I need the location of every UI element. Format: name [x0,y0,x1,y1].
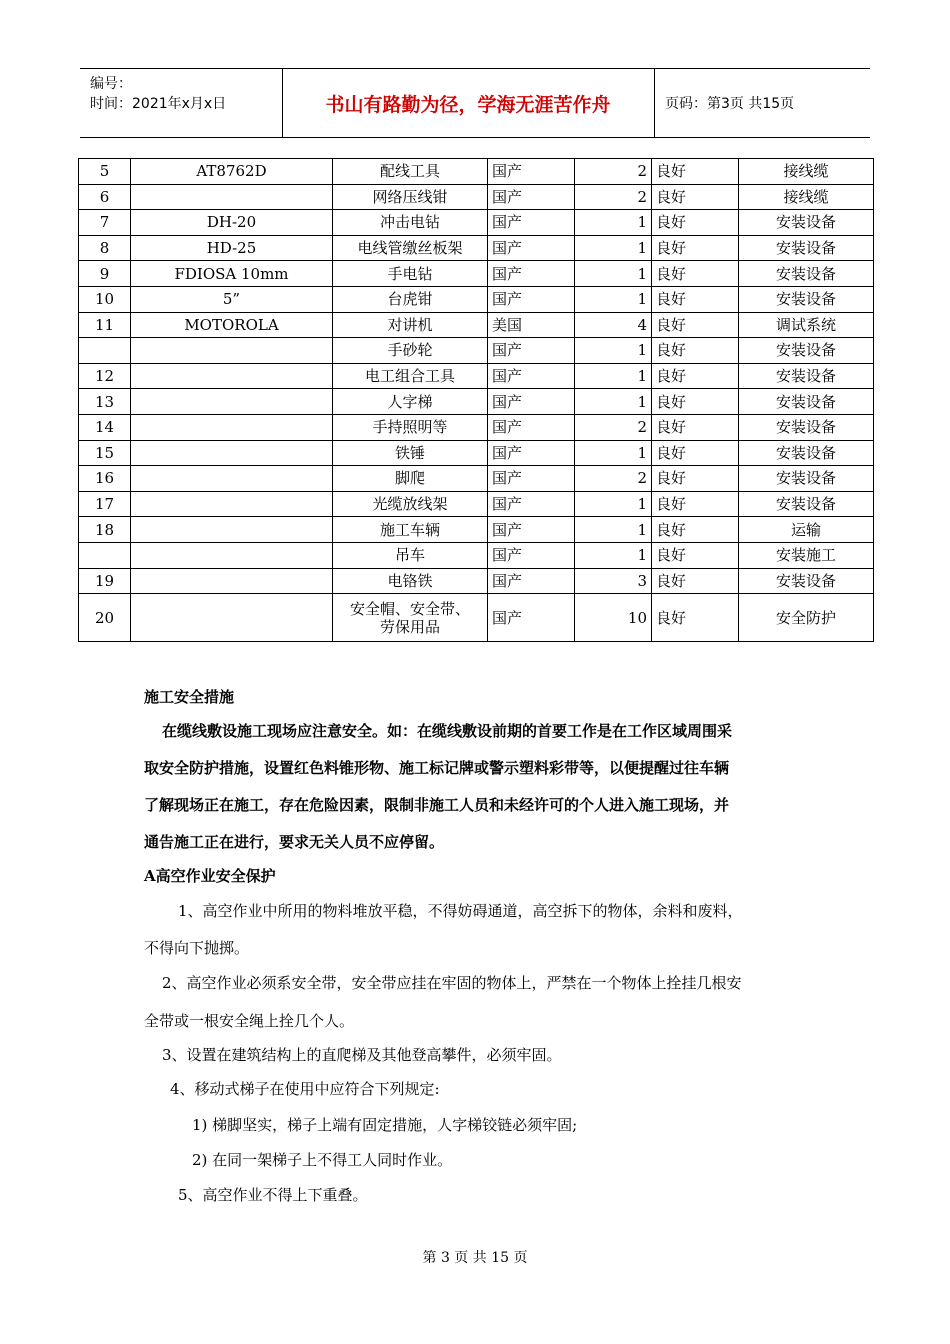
cell-model [131,414,333,440]
cell-number [79,542,131,568]
cell-usage: 安装设备 [739,363,874,389]
cell-model: DH-20 [131,210,333,236]
cell-equipment-name: 电铬铁 [333,568,488,594]
cell-number: 18 [79,517,131,543]
cell-origin: 国产 [488,261,575,287]
cell-usage: 安装施工 [739,542,874,568]
cell-origin: 国产 [488,210,575,236]
cell-equipment-name: 铁锤 [333,440,488,466]
table-row [79,466,874,492]
cell-equipment-name: 电工组合工具 [333,363,488,389]
cell-number: 8 [79,235,131,261]
table-row [79,389,874,415]
cell-origin: 国产 [488,440,575,466]
cell-model: AT8762D [131,159,333,185]
table-row [79,261,874,287]
cell-origin: 国产 [488,414,575,440]
cell-origin: 国产 [488,594,575,642]
cell-status: 良好 [652,261,739,287]
cell-model: MOTOROLA [131,312,333,338]
cell-origin: 国产 [488,389,575,415]
cell-usage: 运输 [739,517,874,543]
header-motto: 书山有路勤为径，学海无涯苦作舟 [282,69,655,137]
cell-model [131,184,333,210]
equipment-table [78,158,874,642]
cell-number: 10 [79,286,131,312]
cell-usage: 安装设备 [739,210,874,236]
table-row [79,414,874,440]
cell-usage: 安全防护 [739,594,874,642]
cell-origin: 国产 [488,286,575,312]
cell-model [131,542,333,568]
cell-origin: 国产 [488,363,575,389]
cell-status: 良好 [652,466,739,492]
cell-model: FDIOSA 10mm [131,261,333,287]
cell-origin: 国产 [488,491,575,517]
cell-usage: 接线缆 [739,184,874,210]
cell-status: 良好 [652,594,739,642]
cell-equipment-name: 网络压线钳 [333,184,488,210]
cell-origin: 国产 [488,159,575,185]
cell-quantity: 1 [575,338,652,364]
cell-equipment-name: 台虎钳 [333,286,488,312]
cell-equipment-name: 冲击电钻 [333,210,488,236]
cell-quantity: 1 [575,389,652,415]
intro-line: 取安全防护措施，设置红色料锥形物、施工标记牌或警示塑料彩带等，以便提醒过往车辆 [144,759,730,777]
table-row [79,568,874,594]
cell-number: 7 [79,210,131,236]
cell-quantity: 2 [575,184,652,210]
cell-equipment-name: 光缆放线架 [333,491,488,517]
cell-quantity: 1 [575,210,652,236]
cell-model [131,594,333,642]
cell-model [131,466,333,492]
cell-quantity: 1 [575,517,652,543]
table-row [79,440,874,466]
rule-item: 5、高空作业不得上下重叠。 [178,1186,368,1204]
cell-quantity: 3 [575,568,652,594]
table-row [79,184,874,210]
cell-usage: 安装设备 [739,286,874,312]
cell-status: 良好 [652,389,739,415]
cell-usage: 安装设备 [739,338,874,364]
cell-model [131,491,333,517]
cell-equipment-name: 吊车 [333,542,488,568]
table-row [79,517,874,543]
cell-origin: 国产 [488,184,575,210]
cell-quantity: 1 [575,491,652,517]
cell-status: 良好 [652,184,739,210]
header-page-label: 页码：第3页 共15页 [665,96,795,112]
cell-model [131,440,333,466]
number-label: 编号： [90,76,132,92]
cell-number: 19 [79,568,131,594]
cell-number: 6 [79,184,131,210]
page-header [80,68,870,138]
rule-item: 不得向下抛掷。 [144,939,250,957]
cell-number: 13 [79,389,131,415]
cell-number: 12 [79,363,131,389]
intro-line: 了解现场正在施工，存在危险因素，限制非施工人员和未经许可的个人进入施工现场，并 [144,796,730,814]
cell-equipment-name: 脚爬 [333,466,488,492]
table-row [79,542,874,568]
rule-subitem: 2) 在同一架梯子上不得工人同时作业。 [192,1151,453,1169]
cell-equipment-name: 手砂轮 [333,338,488,364]
cell-origin: 国产 [488,235,575,261]
cell-number: 14 [79,414,131,440]
cell-usage: 安装设备 [739,414,874,440]
cell-status: 良好 [652,338,739,364]
cell-status: 良好 [652,517,739,543]
cell-quantity: 4 [575,312,652,338]
cell-equipment-name: 人字梯 [333,389,488,415]
subsection-title: A高空作业安全保护 [144,867,276,885]
cell-number: 15 [79,440,131,466]
cell-quantity: 1 [575,286,652,312]
cell-equipment-name: 安全帽、安全带、 劳保用品 [333,594,488,642]
cell-quantity: 2 [575,159,652,185]
header-meta [80,69,283,137]
cell-origin: 国产 [488,338,575,364]
cell-status: 良好 [652,568,739,594]
cell-number [79,338,131,364]
cell-quantity: 1 [575,235,652,261]
equipment-table-body [79,159,874,642]
cell-usage: 安装设备 [739,466,874,492]
cell-number: 9 [79,261,131,287]
cell-status: 良好 [652,286,739,312]
rule-item: 3、设置在建筑结构上的直爬梯及其他登高攀件，必须牢固。 [162,1046,562,1064]
cell-model: 5” [131,286,333,312]
cell-quantity: 10 [575,594,652,642]
cell-model [131,338,333,364]
cell-origin: 国产 [488,542,575,568]
cell-origin: 国产 [488,568,575,594]
time-label: 时间：2021年x月x日 [90,96,227,112]
table-row [79,286,874,312]
cell-status: 良好 [652,414,739,440]
cell-usage: 安装设备 [739,389,874,415]
cell-quantity: 1 [575,261,652,287]
rule-subitem: 1) 梯脚坚实，梯子上端有固定措施，人字梯铰链必须牢固; [192,1116,578,1134]
cell-equipment-name: 对讲机 [333,312,488,338]
rule-item: 1、高空作业中所用的物料堆放平稳，不得妨碍通道，高空拆下的物体，余料和废料， [178,902,743,920]
cell-status: 良好 [652,210,739,236]
cell-origin: 国产 [488,466,575,492]
cell-status: 良好 [652,440,739,466]
cell-usage: 安装设备 [739,568,874,594]
cell-equipment-name: 配线工具 [333,159,488,185]
cell-number: 5 [79,159,131,185]
cell-usage: 安装设备 [739,491,874,517]
cell-equipment-name: 手持照明等 [333,414,488,440]
cell-status: 良好 [652,312,739,338]
cell-status: 良好 [652,363,739,389]
rule-item: 全带或一根安全绳上拴几个人。 [144,1012,355,1030]
cell-usage: 调试系统 [739,312,874,338]
intro-line: 在缆线敷设施工现场应注意安全。如：在缆线敷设前期的首要工作是在工作区域周围采 [162,722,733,740]
cell-quantity: 1 [575,363,652,389]
cell-model [131,389,333,415]
table-row [79,235,874,261]
cell-usage: 安装设备 [739,235,874,261]
cell-status: 良好 [652,159,739,185]
table-row [79,159,874,185]
cell-quantity: 1 [575,542,652,568]
rule-item: 4、移动式梯子在使用中应符合下列规定: [170,1080,440,1098]
cell-origin: 美国 [488,312,575,338]
table-row [79,210,874,236]
rule-item: 2、高空作业必须系安全带，安全带应挂在牢固的物体上，严禁在一个物体上拴挂几根安 [162,974,742,992]
cell-quantity: 1 [575,440,652,466]
table-row [79,491,874,517]
cell-model [131,517,333,543]
intro-line: 通告施工正在进行，要求无关人员不应停留。 [144,833,445,851]
cell-status: 良好 [652,235,739,261]
cell-usage: 安装设备 [739,440,874,466]
cell-model [131,363,333,389]
cell-equipment-name: 施工车辆 [333,517,488,543]
page-footer: 第 3 页 共 15 页 [422,1250,528,1266]
section-title: 施工安全措施 [144,688,235,706]
cell-usage: 安装设备 [739,261,874,287]
cell-status: 良好 [652,542,739,568]
cell-model [131,568,333,594]
table-row [79,338,874,364]
table-row [79,594,874,642]
cell-model: HD-25 [131,235,333,261]
table-row [79,363,874,389]
cell-status: 良好 [652,491,739,517]
cell-number: 16 [79,466,131,492]
cell-quantity: 2 [575,466,652,492]
cell-equipment-name: 电线管缴丝板架 [333,235,488,261]
cell-number: 11 [79,312,131,338]
cell-number: 17 [79,491,131,517]
cell-number: 20 [79,594,131,642]
table-row [79,312,874,338]
cell-usage: 接线缆 [739,159,874,185]
cell-origin: 国产 [488,517,575,543]
cell-quantity: 2 [575,414,652,440]
cell-equipment-name: 手电钻 [333,261,488,287]
